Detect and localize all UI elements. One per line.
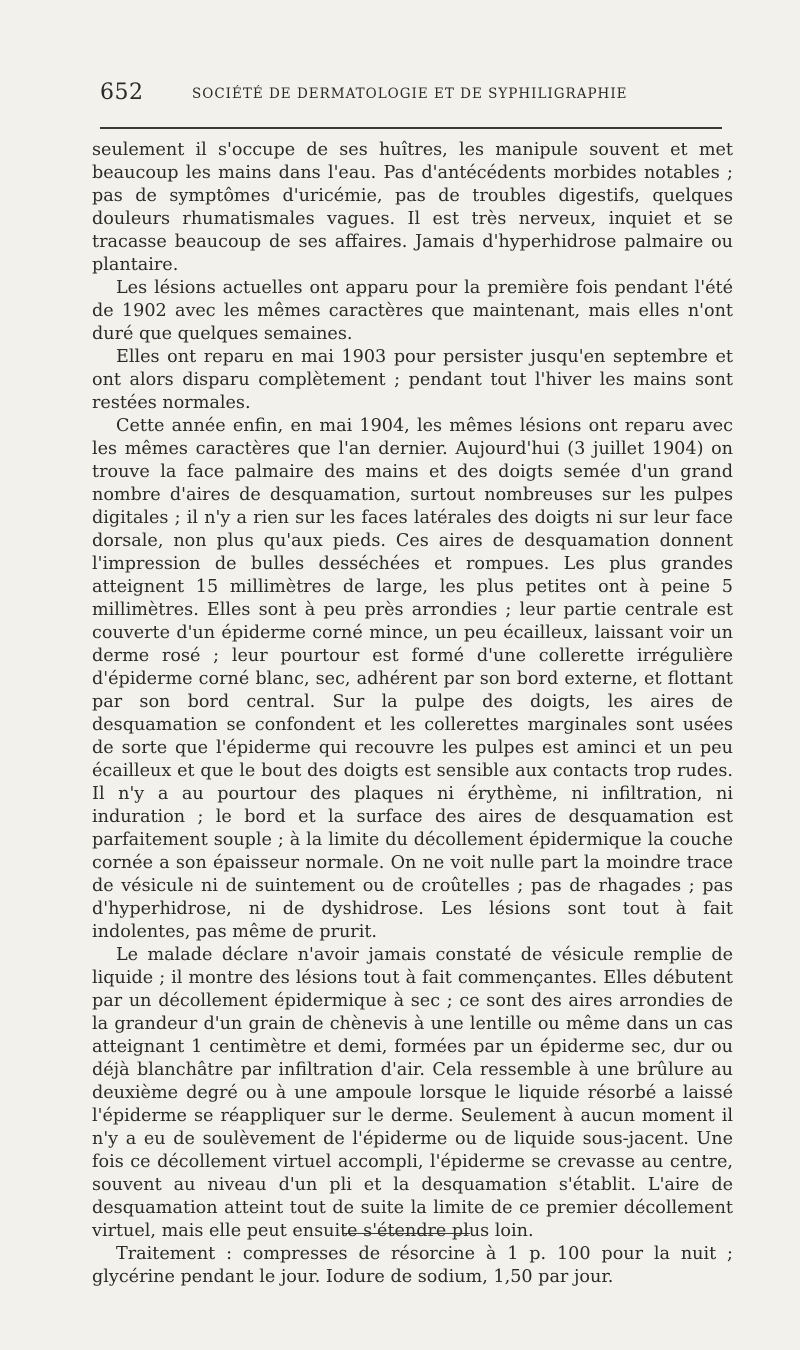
page-header xyxy=(100,80,740,112)
paragraph-1903-recurrence: Elles ont reparu en mai 1903 pour persister jusqu'en septembre et ont alors disparu complètement ; pendant tout l'hiver les mains sont restées normales. xyxy=(92,347,733,413)
paragraph-1904-examination: Cette année enfin, en mai 1904, les mêmes lésions ont reparu avec les mêmes caractères que l'an dernier. Aujourd'hui (3 juillet 1904) on trouve la face palmaire des mains et des doigts semée d'un grand nombre d'aires de desquamation, surtout nombreuses sur les pulpes digitales ; il n'y a rien sur les faces latérales des doigts ni sur leur face dorsale, non plus qu'aux pieds. Ces aires de desquamation donnent l'impression de bulles desséchées et rompues. Les plus grandes atteignent 15 millimètres de large, les plus petites ont à peine 5 millimètres. Elles sont à peu près arrondies ; leur partie centrale est couverte d'un épiderme corné mince, un peu écailleux, laissant voir un derme rosé ; leur pourtour est formé d'une collerette irrégulière d'épiderme corné blanc, sec, adhérent par son bord externe, et flottant par son bord central. Sur la pulpe des doigts, les aires de desquamation se confondent et les collerettes marginales sont usées de sorte que l'épiderme qui recouvre les pulpes est aminci et un peu écailleux et que le bout des doigts est sensible aux contacts trop rudes. Il n'y a au pourtour des plaques ni érythème, ni infiltration, ni induration ; le bord et la surface des aires de desquamation est parfaitement souple ; à la limite du décollement épidermique la couche cornée a son épaisseur normale. On ne voit nulle part la moindre trace de vésicule ni de suintement ou de croûtelles ; pas de rhagades ; pas d'hyperhidrose, ni de dyshidrose. Les lésions sont tout à fait indolentes, pas même de prurit. xyxy=(92,416,733,942)
running-head: SOCIÉTÉ DE DERMATOLOGIE ET DE SYPHILIGRAPHIE xyxy=(192,86,628,102)
body-text xyxy=(92,139,733,1289)
paragraph-first-appearance: Les lésions actuelles ont apparu pour la première fois pendant l'été de 1902 avec les mêmes caractères que maintenant, mais elles n'ont duré que quelques semaines. xyxy=(92,278,733,344)
paragraph-treatment: Traitement : compresses de résorcine à 1 p. 100 pour la nuit ; glycérine pendant le jour. Iodure de sodium, 1,50 par jour. xyxy=(92,1244,733,1287)
header-rule xyxy=(100,127,722,129)
page-number: 652 xyxy=(100,80,144,105)
section-end-rule xyxy=(342,1233,470,1234)
paragraph-lesion-onset: Le malade déclare n'avoir jamais constaté de vésicule remplie de liquide ; il montre des lésions tout à fait commençantes. Elles débutent par un décollement épidermique à sec ; ce sont des aires arrondies de la grandeur d'un grain de chènevis à une lentille ou même dans un cas atteignant 1 centimètre et demi, formées par un épiderme sec, dur ou déjà blanchâtre par infiltration d'air. Cela ressemble à une brûlure au deuxième degré ou à une ampoule lorsque le liquide résorbé a laissé l'épiderme se réappliquer sur le derme. Seulement à aucun moment il n'y a eu de soulèvement de l'épiderme ou de liquide sous-jacent. Une fois ce décollement virtuel accompli, l'épiderme se crevasse au centre, souvent au niveau d'un pli et la desquamation s'établit. L'aire de desquamation atteint tout de suite la limite de ce premier décollement virtuel, mais elle peut ensuite s'étendre plus loin. xyxy=(92,945,733,1241)
paragraph-continuation: seulement il s'occupe de ses huîtres, les manipule souvent et met beaucoup les mains dans l'eau. Pas d'antécédents morbides notables ; pas de symptômes d'uricémie, pas de troubles digestifs, quelques douleurs rhumatismales vagues. Il est très nerveux, inquiet et se tracasse beaucoup de ses affaires. Jamais d'hyperhidrose palmaire ou plantaire. xyxy=(92,140,733,275)
